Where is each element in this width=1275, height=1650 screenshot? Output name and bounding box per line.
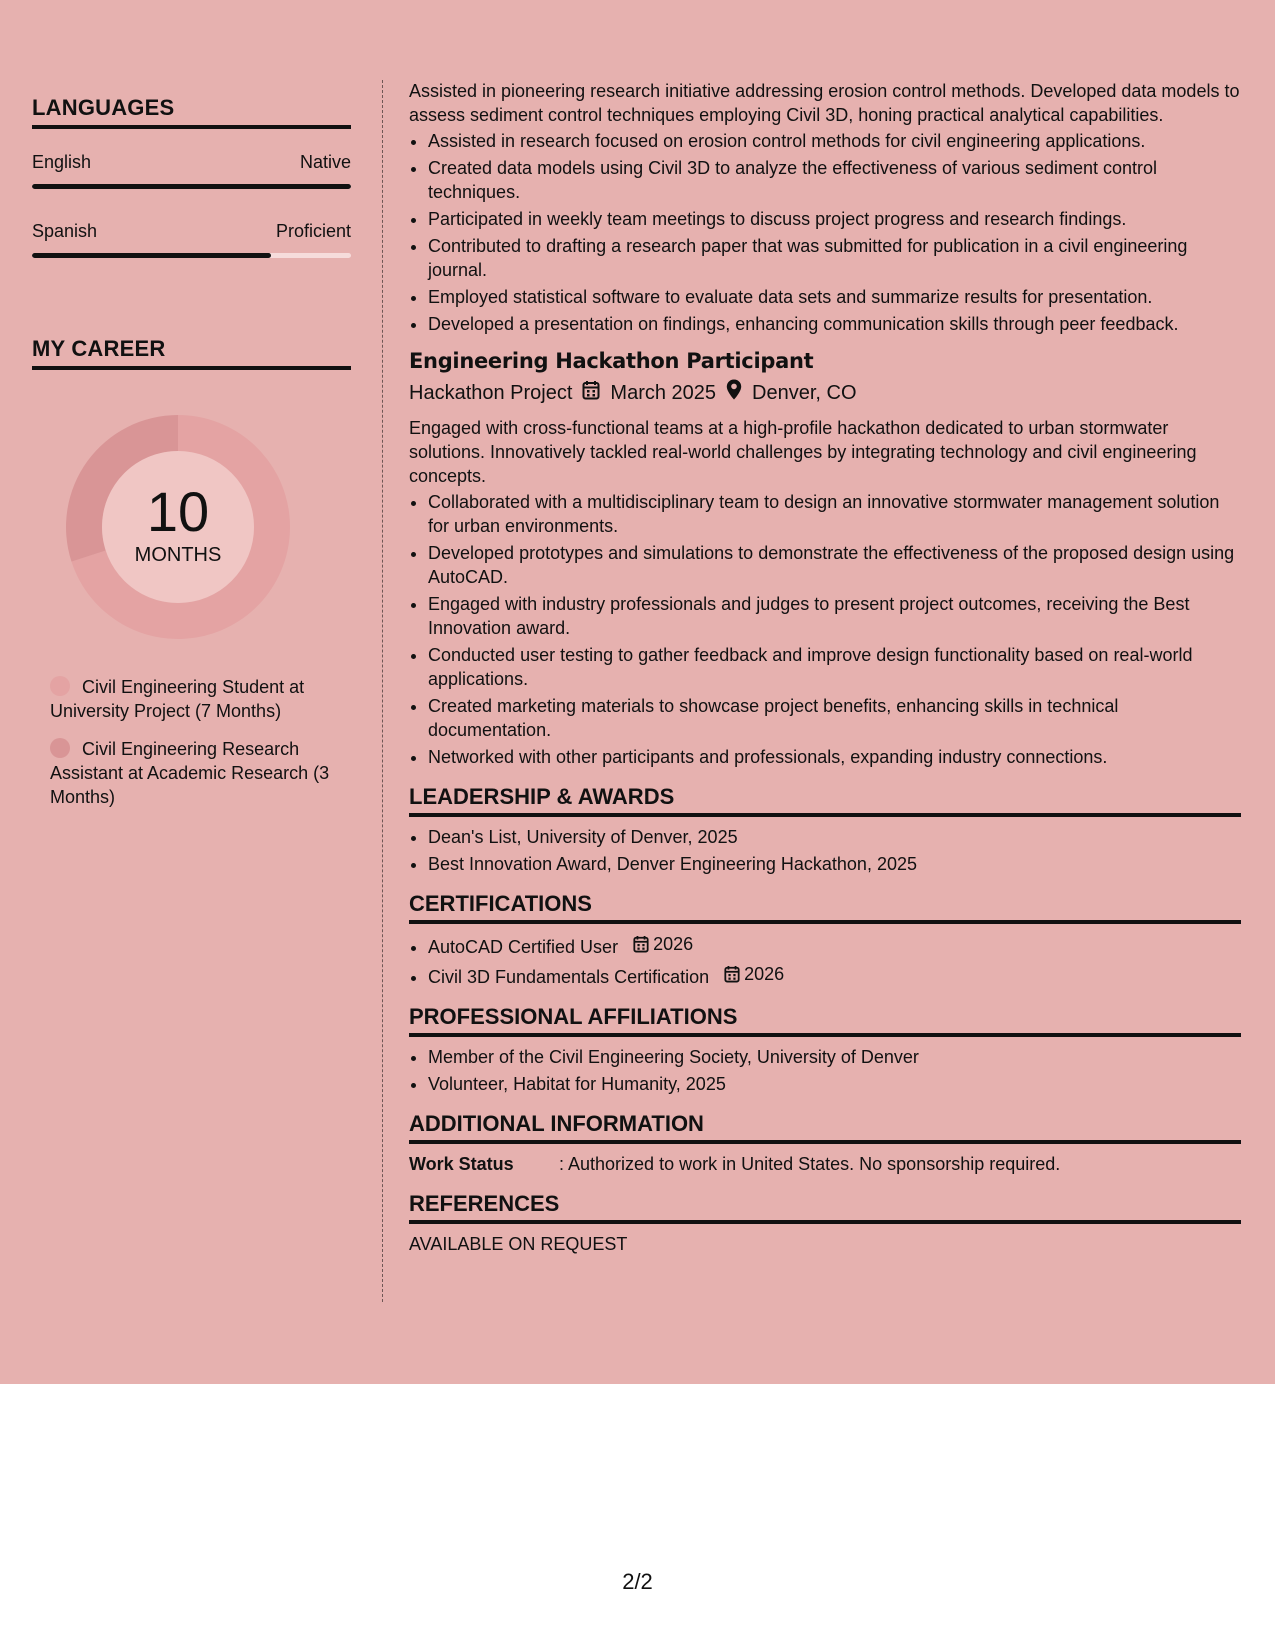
list-item: • Participated in weekly team meetings to discuss project progress and research findings. xyxy=(428,207,1241,231)
certification-year: 2026 xyxy=(653,934,694,954)
legend-item xyxy=(50,737,350,809)
career-legend xyxy=(50,675,350,823)
list-item: • Employed statistical software to evaluate data sets and summarize results for presentation. xyxy=(428,285,1241,309)
list-item: • Contributed to drafting a research paper that was submitted for publication in a civil engineering journal. xyxy=(428,234,1241,282)
language-bar-spanish xyxy=(32,253,351,258)
language-name: Spanish xyxy=(32,221,98,241)
certification-name: Civil 3D Fundamentals Certification xyxy=(428,967,710,987)
list-item: • Collaborated with a multidisciplinary team to design an innovative stormwater management solution for urban environments. xyxy=(428,490,1241,538)
language-name: English xyxy=(32,152,92,172)
research-bullets xyxy=(409,129,1241,336)
career-donut-chart xyxy=(66,415,290,639)
job-location: Denver, CO xyxy=(752,381,857,404)
legend-label: Civil Engineering Student at University Project (7 Months) xyxy=(50,677,305,721)
affiliations-heading: PROFESSIONAL AFFILIATIONS xyxy=(409,1005,1241,1037)
languages-heading: LANGUAGES xyxy=(32,95,351,129)
legend-dot xyxy=(50,676,70,696)
work-status-value: : Authorized to work in United States. No sponsorship required. xyxy=(559,1154,1061,1174)
page-number: 2/2 xyxy=(622,1569,653,1594)
language-level: Proficient xyxy=(275,221,351,241)
job-meta xyxy=(409,379,1241,406)
awards-heading: LEADERSHIP & AWARDS xyxy=(409,785,1241,817)
calendar-icon xyxy=(582,380,600,406)
certification-date xyxy=(633,932,693,956)
list-item: • Member of the Civil Engineering Society, University of Denver xyxy=(428,1045,1241,1069)
list-item xyxy=(428,932,1241,959)
list-item: • Assisted in research focused on erosion control methods for civil engineering applications. xyxy=(428,129,1241,153)
list-item: • Networked with other participants and professionals, expanding industry connections. xyxy=(428,745,1241,769)
awards-list xyxy=(409,825,1241,876)
right-column xyxy=(409,79,1241,1256)
job-title: Engineering Hackathon Participant xyxy=(409,349,814,373)
language-bar-fill xyxy=(32,253,271,258)
list-item: • Created data models using Civil 3D to analyze the effectiveness of various sediment control techniques. xyxy=(428,156,1241,204)
list-item: • Developed a presentation on findings, enhancing communication skills through peer feedback. xyxy=(428,312,1241,336)
certification-name: AutoCAD Certified User xyxy=(428,937,619,957)
certifications-list xyxy=(409,932,1241,989)
language-bar-fill xyxy=(32,184,351,189)
list-item: • Engaged with industry professionals and judges to present project outcomes, receiving the Best Innovation award. xyxy=(428,592,1241,640)
donut-total-unit: MONTHS xyxy=(134,543,222,566)
list-item: • Developed prototypes and simulations to demonstrate the effectiveness of the proposed design using AutoCAD. xyxy=(428,541,1241,589)
job-date: March 2025 xyxy=(610,381,717,404)
language-row-english xyxy=(32,152,351,173)
legend-label: Civil Engineering Research Assistant at Academic Research (3 Months) xyxy=(50,739,330,807)
references-text: AVAILABLE ON REQUEST xyxy=(409,1234,628,1254)
list-item: • Best Innovation Award, Denver Engineering Hackathon, 2025 xyxy=(428,852,1241,876)
legend-dot xyxy=(50,738,70,758)
list-item: • Conducted user testing to gather feedback and improve design functionality based on real-world applications. xyxy=(428,643,1241,691)
list-item xyxy=(428,962,1241,989)
donut-center xyxy=(66,415,290,639)
list-item: • Dean's List, University of Denver, 2025 xyxy=(428,825,1241,849)
certification-date xyxy=(724,962,784,986)
list-item: • Created marketing materials to showcase project benefits, enhancing skills in technical documentation. xyxy=(428,694,1241,742)
language-bar-english xyxy=(32,184,351,189)
legend-item xyxy=(50,675,350,723)
career-heading: MY CAREER xyxy=(32,336,351,370)
language-row-spanish xyxy=(32,221,351,242)
location-pin-icon xyxy=(726,379,742,406)
additional-info-heading: ADDITIONAL INFORMATION xyxy=(409,1112,1241,1144)
calendar-icon xyxy=(633,935,649,953)
donut-total-number: 10 xyxy=(146,479,210,543)
references-heading: REFERENCES xyxy=(409,1192,1241,1224)
list-item: • Volunteer, Habitat for Humanity, 2025 xyxy=(428,1072,1241,1096)
affiliations-list xyxy=(409,1045,1241,1096)
column-divider xyxy=(382,80,383,1302)
job-company: Hackathon Project xyxy=(409,381,573,404)
research-summary: Assisted in pioneering research initiative addressing erosion control methods. Developed data models to assess sediment control techniques employing Civil 3D, honing practical analytical capabilities. xyxy=(409,81,1240,125)
additional-info-row xyxy=(409,1152,1241,1176)
certifications-heading: CERTIFICATIONS xyxy=(409,892,1241,924)
hackathon-bullets xyxy=(409,490,1241,769)
work-status-label: Work Status xyxy=(409,1154,514,1174)
hackathon-summary: Engaged with cross-functional teams at a high-profile hackathon dedicated to urban stormwater solutions. Innovatively tackled real-world challenges by integrating technology and civil engineering concepts. xyxy=(409,418,1197,486)
calendar-icon xyxy=(724,965,740,983)
certification-year: 2026 xyxy=(744,964,785,984)
language-level: Native xyxy=(299,152,351,172)
